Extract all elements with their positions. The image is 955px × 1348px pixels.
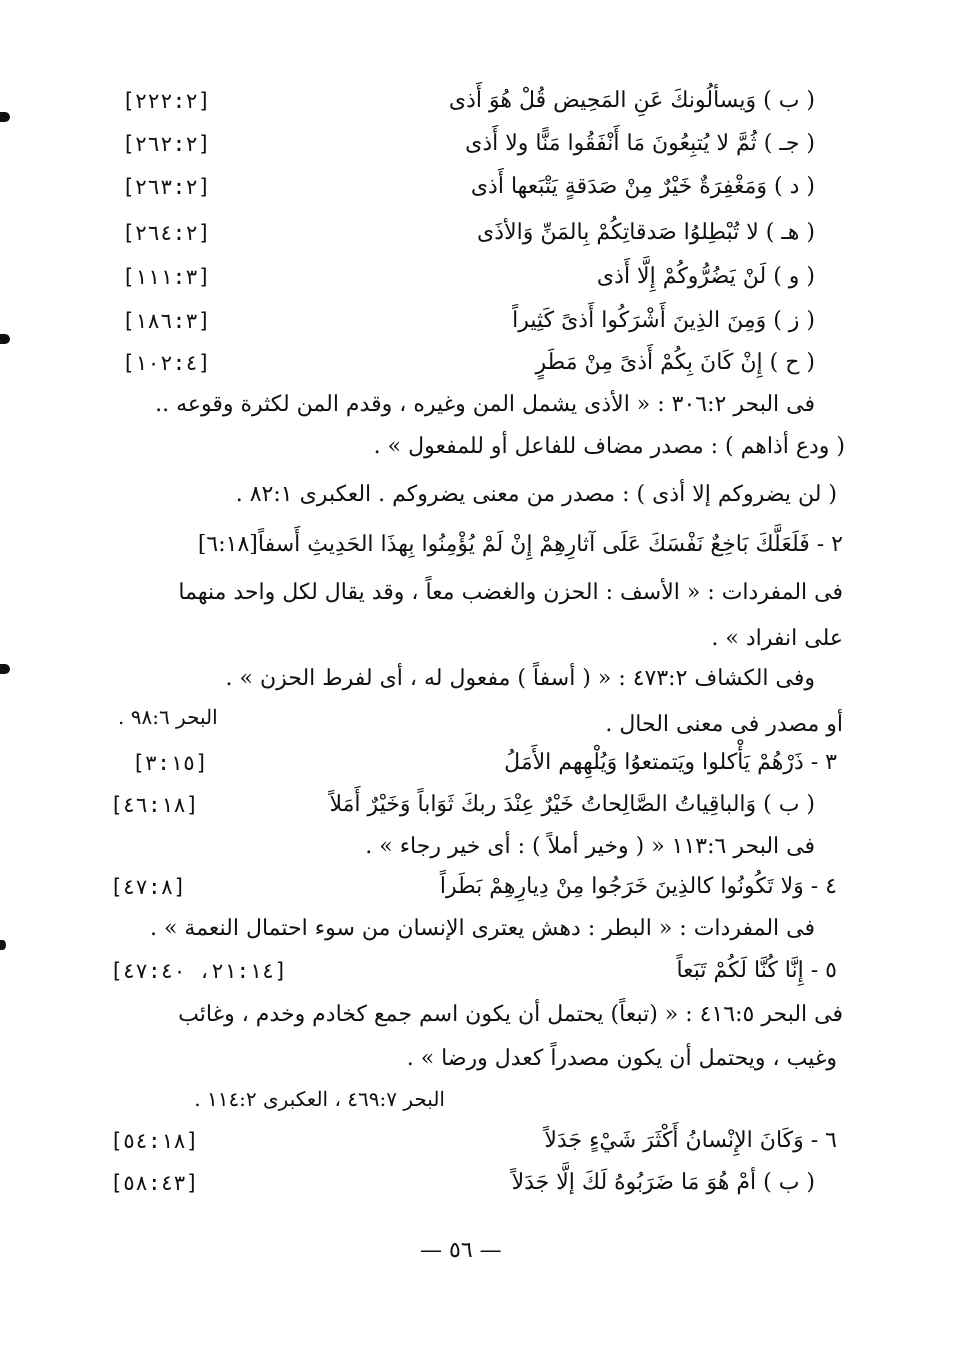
margin-mark — [0, 334, 10, 344]
margin-mark — [0, 112, 10, 122]
verse-reference: [١٨٦:٣] — [122, 309, 211, 333]
text-line: ( هـ ) لا تُبْطِلوُا صَدقاتِكُمْ بِالمَنِّ وَالأذَى — [477, 220, 815, 245]
verse-reference: [٢١:١٤، ٤٧:٤٠] — [110, 959, 288, 983]
page-number: — ٥٦ — — [420, 1238, 502, 1263]
text-line: أو مصدر فى معنى الحال . — [605, 712, 843, 737]
verse-reference: [٤٦:١٨] — [110, 793, 199, 817]
text-line: وغيب ، ويحتمل أن يكون مصدراً كعدل ورضا » . — [406, 1046, 837, 1071]
verse-reference: [٢٦٢:٢] — [122, 132, 211, 156]
text-line: ( ب ) وَيسألُونكَ عَنِ المَحِيض قُلْ هُوَ أَذى — [448, 88, 815, 113]
text-line: ( ز ) وَمِنَ الذِينَ أَشْرَكُوا أَذىً كَثِيراً — [512, 308, 815, 333]
text-line: ( و ) لَنْ يَضُرُّوكُمْ إِلَّا أَذى — [596, 264, 815, 289]
verse-reference: [٥٤:١٨] — [110, 1129, 199, 1153]
text-line: ( ب ) أمْ هُوَ مَا ضَرَبُوهُ لَكَ إلَّا جَدَلاً — [511, 1170, 815, 1195]
text-line: فى البحر ١١٣:٦ « ( وخير أملاً ) : أى خير رجاء » . — [365, 834, 815, 859]
text-line: فى المفردات : « البطر : دهش يعترى الإنسان من سوء احتمال النعمة » . — [149, 916, 815, 941]
margin-mark — [0, 940, 6, 950]
verse-reference: [٥٨:٤٣] — [110, 1171, 199, 1195]
text-line: ٥ - إِنَّا كُنَّا لَكُمْ تَبَعاً — [676, 958, 837, 983]
text-line: ٢ - فَلَعَلَّكَ بَاخِعٌ نَفْسَكَ عَلَى آثارِهِمْ إِنْ لَمْ يُؤْمِنُوا بِهذَا الحَدِيثِ أَسفاً[٦:١٨] — [197, 532, 843, 557]
text-line: ( ح ) إِنْ كَانَ بِكُمْ أَذىً مِنْ مَطَرٍ — [535, 350, 815, 375]
text-line: ( لن يضروكم إلا أذى ) : مصدر من معنى يضروكم . العكبرى ٨٢:١ . — [235, 482, 837, 507]
verse-reference: [١٠٢:٤] — [122, 351, 211, 375]
text-line: البحر ٤٦٩:٧ ، العكبرى ١١٤:٢ . — [194, 1087, 445, 1111]
verse-reference: [٤٧:٨] — [110, 875, 186, 899]
text-line: ٣ - ذَرْهُمْ يَأْكلوا ويَتمتعوُا وَيُلْهِهم الأَمَلُ — [504, 750, 837, 775]
text-line: وفى الكشاف ٤٧٣:٢ : « ( أسفاً ) مفعول له ، أى لفرط الحزن » . — [225, 666, 815, 691]
text-line: فى المفردات : « الأسف : الحزن والغضب معاً ، وقد يقال لكل واحد منهما — [178, 580, 843, 605]
text-line: ( د ) وَمَغْفِرَةٌ خَيْرٌ مِنْ صَدَقةٍ يَتْبَعها أَذى — [470, 174, 815, 199]
text-line: فى البحر ٣٠٦:٢ : « الأذى يشمل المن وغيره ، وقدم المن لكثرة وقوعه .. — [155, 392, 815, 417]
text-line: ( ب ) وَالباقِياتُ الصَّالِحاتُ خَيْرٌ عِنْدَ ربكَ ثَوَاباً وَخَيْرٌ أَمَلاً — [329, 792, 815, 817]
text-line: على انفراد » . — [711, 626, 843, 651]
text-line: فى البحر ٤١٦:٥ : « (تبعاً) يحتمل أن يكون اسم جمع كخادم وخدم ، وغائب — [178, 1002, 843, 1027]
text-line: ( جـ ) ثُمَّ لا يُتبِعُونَ مَا أَنْفَقُوا مَنًّا ولا أَذى — [465, 131, 815, 156]
verse-reference: [٣:١٥] — [132, 751, 208, 775]
verse-reference: [٢٢٢:٢] — [122, 89, 211, 113]
verse-reference: [٢٦٣:٢] — [122, 175, 211, 199]
text-line: البحر ٩٨:٦ . — [118, 705, 218, 729]
verse-reference: [٢٦٤:٢] — [122, 221, 211, 245]
verse-reference: [١١١:٣] — [122, 265, 211, 289]
text-line: ٦ - وَكَانَ الإِنْسانُ أَكْثَرَ شَيْءٍ جَدَلاً — [544, 1128, 837, 1153]
margin-mark — [0, 664, 10, 674]
text-line: ( ودع أذاهم ) : مصدر مضاف للفاعل أو للمفعول » . — [373, 434, 845, 459]
text-line: ٤ - وَلا تَكُونُوا كالذِينَ خَرَجُوا مِنْ دِيارِهِمْ بَطَراً — [439, 874, 837, 899]
